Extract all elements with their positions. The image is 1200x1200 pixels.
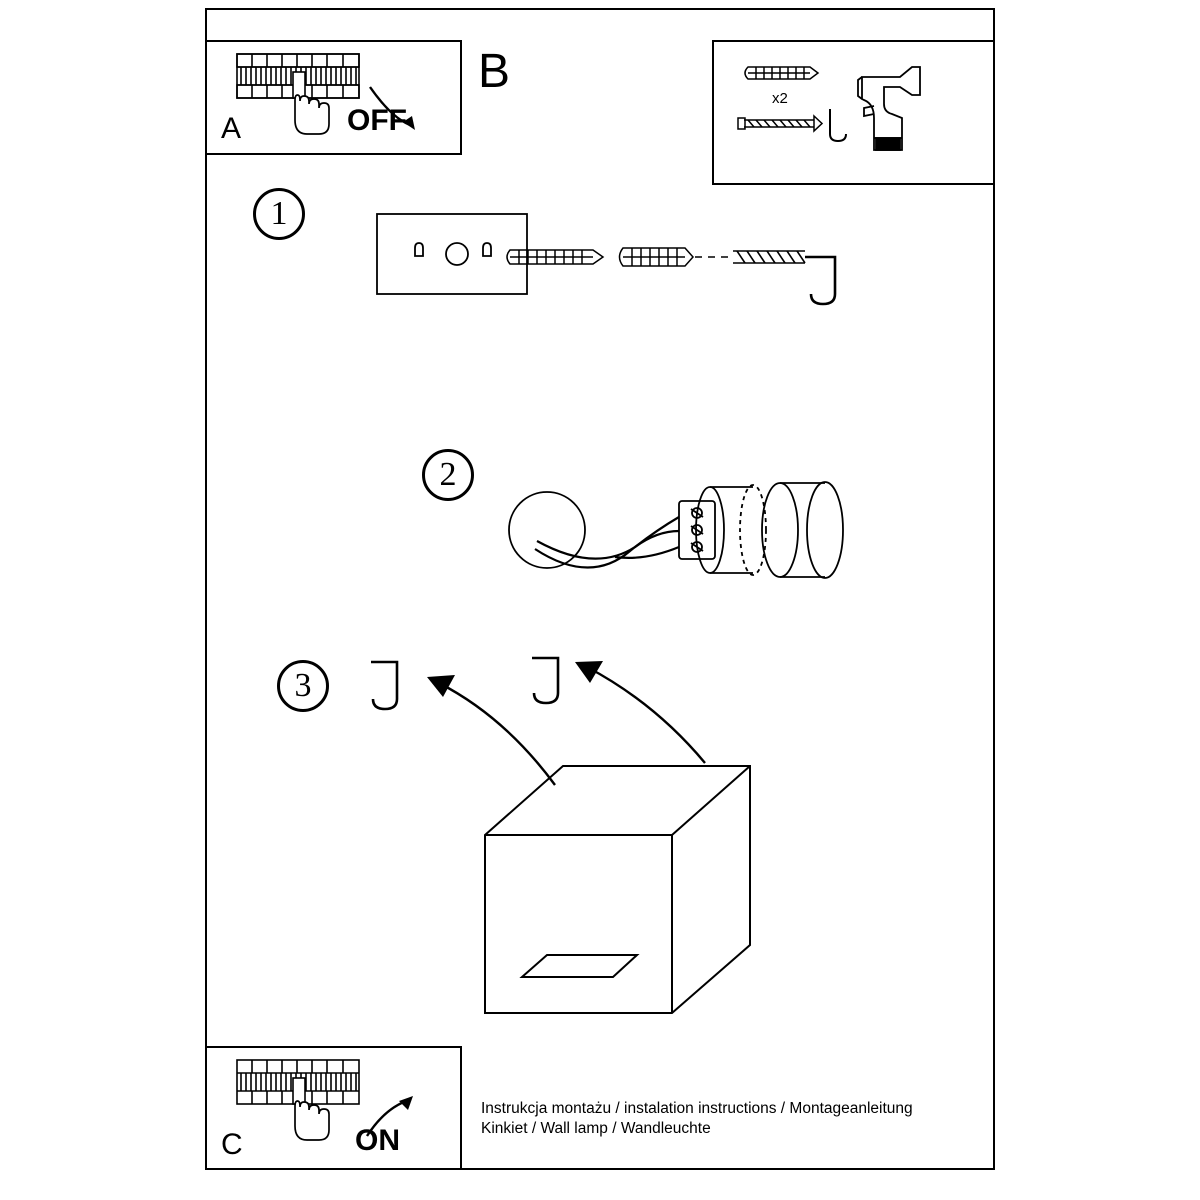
panel-a-state-label: OFF	[347, 104, 407, 137]
panel-c-power-on	[205, 1046, 462, 1170]
tools-quantity-label: x2	[772, 90, 788, 107]
panel-b-letter: B	[478, 45, 511, 98]
tools-graphic	[714, 42, 993, 183]
step-1-number-text: 1	[270, 195, 288, 232]
step-2-number	[422, 449, 474, 501]
panel-c-state-label: ON	[355, 1124, 400, 1157]
step-1-graphic	[365, 200, 885, 330]
step-3-number	[277, 660, 329, 712]
panel-tools	[712, 40, 995, 185]
step-2-number-text: 2	[439, 456, 457, 493]
step-2-graphic	[495, 465, 875, 605]
terminal-block-off-graphic	[207, 42, 460, 153]
step-3-graphic	[355, 645, 775, 1035]
step-3-number-text: 3	[294, 667, 312, 704]
footer-line-2: Kinkiet / Wall lamp / Wandleuchte	[481, 1120, 711, 1137]
panel-c-letter: C	[221, 1128, 243, 1161]
footer-line-1: Instrukcja montażu / instalation instructions / Montageanleitung	[481, 1100, 913, 1117]
terminal-block-on-graphic	[207, 1048, 460, 1168]
step-1-number	[253, 188, 305, 240]
panel-a-letter: A	[221, 112, 242, 145]
panel-a-power-off	[205, 40, 462, 155]
